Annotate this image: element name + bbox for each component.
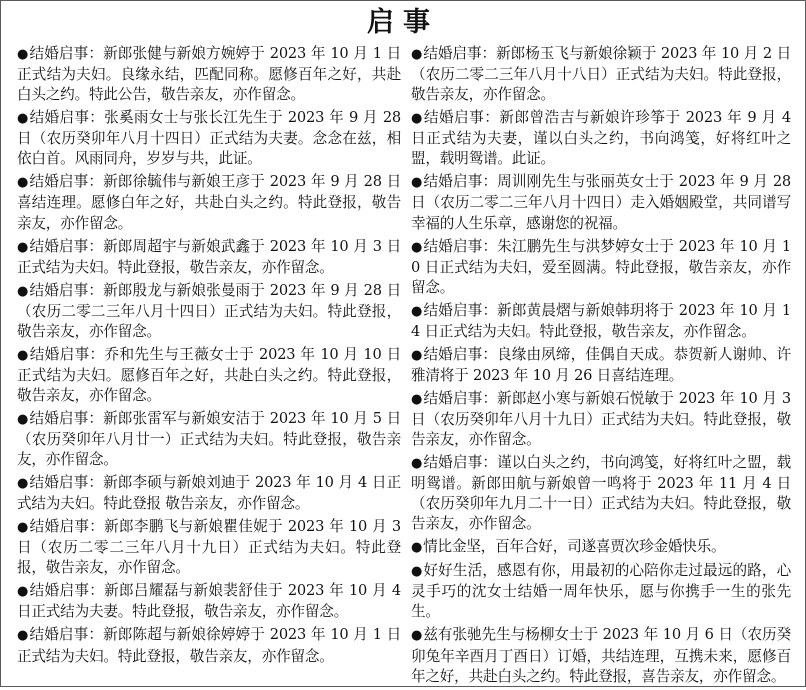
notice-text: 结婚启事：新郎徐毓伟与新娘王彦于 2023 年 9 月 28 日喜结连理。愿修白年之好，共赴白头之约。特此登报，敬告亲友，亦作留念。 xyxy=(17,173,401,232)
notice-text: 结婚启事：新郎张雷军与新娘安洁于 2023 年 10 月 5 日（农历癸卯年八月廿一）正式结为夫妇。特此登报，敬告亲友，亦作留念。 xyxy=(17,409,401,469)
bullet-icon: ● xyxy=(17,175,29,191)
bullet-icon: ● xyxy=(17,411,29,427)
bullet-icon: ● xyxy=(17,283,29,299)
bullet-icon: ● xyxy=(17,347,29,363)
notice-item xyxy=(17,345,401,406)
bullet-icon: ● xyxy=(17,628,29,644)
notice-item xyxy=(411,108,791,169)
notice-text: 结婚启事：新郎周超宇与新娘武鑫于 2023 年 10 月 3 日正式结为夫妇。特此登报，敬告亲友，亦作留念。 xyxy=(17,237,401,276)
notice-item xyxy=(17,625,401,666)
notice-item xyxy=(17,281,401,342)
notice-text: 结婚启事：朱江鹏先生与洪梦婷女士于 2023 年 10 月 10 日正式结为夫妇，爱至圆满。特此登报，敬告亲友，亦作留念。 xyxy=(411,237,791,296)
notice-item xyxy=(411,301,791,342)
notice-text: 结婚启事：新郎赵小寒与新娘石悦敏于 2023 年 10 月 3 日（农历癸卯年八月十九日）正式结为夫妇。特此登报，敬告亲友，亦作留念。 xyxy=(411,389,791,449)
notice-item xyxy=(411,625,791,686)
notice-item xyxy=(17,581,401,622)
page-title: 启事 xyxy=(367,7,439,38)
bullet-icon: ● xyxy=(411,111,423,127)
notice-text: 结婚启事：良缘由夙缔，佳偶自天成。恭贺新人谢帅、许雅清将于 2023 年 10 月 26 日喜结连理。 xyxy=(411,345,791,384)
notice-text: 结婚启事：谨以白头之约，书向鸿笺，好将红叶之盟，载明鸳谱。新郎田航与新娘曾一鸣将于 2023 年 11 月 4 日（农历癸卯年九月二十一日）正式结为夫妇。特此登报，敬告亲友，亦作留念。 xyxy=(411,454,791,533)
notice-item xyxy=(17,517,401,578)
notice-text: 结婚启事：新郎陈超与新娘徐婷婷于 2023 年 10 月 1 日正式结为夫妇。特此登报，敬告亲友，亦作留念。 xyxy=(17,626,401,665)
bullet-icon: ● xyxy=(17,111,29,127)
bullet-icon: ● xyxy=(411,540,423,556)
notice-text: 结婚启事：乔和先生与王薇女士于 2023 年 10 月 10 日正式结为夫妇。愿修百年之好，共赴白头之约。特此登报，敬告亲友，亦作留念。 xyxy=(17,345,401,404)
notice-text: 结婚启事：新郎吕耀磊与新娘裴舒佳于 2023 年 10 月 4 日正式结为夫妻。特此登报，敬告亲友，亦作留念。 xyxy=(17,582,401,621)
bullet-icon: ● xyxy=(411,347,423,363)
notice-text: 结婚启事：新郎曾浩吉与新娘许珍筝于 2023 年 9 月 4 日正式结为夫妻，谨以白头之约，书向鸿笺，好将红叶之盟，载明鸳谱。此证。 xyxy=(411,109,791,168)
notice-item xyxy=(411,389,791,450)
bullet-icon: ● xyxy=(411,456,423,472)
notice-text: 情比金坚，百年合好，司遂喜贾次珍金婚快乐。 xyxy=(423,538,726,556)
notice-item xyxy=(17,172,401,233)
bullet-icon: ● xyxy=(411,628,423,644)
bullet-icon: ● xyxy=(411,303,423,319)
bullet-icon: ● xyxy=(411,47,423,62)
notice-text: 结婚启事：新郎李硕与新娘刘迪于 2023 年 10 月 4 日正式结为夫妇。特此登报 敬告亲友，亦作留念。 xyxy=(17,474,401,513)
bullet-icon: ● xyxy=(411,391,423,407)
notice-item xyxy=(17,473,401,514)
notice-text: 结婚启事：张奚雨女士与张长江先生于 2023 年 9 月 28 日（农历癸卯年八月十四日）正式结为夫妻。念念在兹，相依白首。风雨同舟，岁岁与共，此证。 xyxy=(17,109,401,168)
notice-text: 结婚启事：新郎张健与新娘方婉婷于 2023 年 10 月 1 日正式结为夫妇。良缘永结，匹配同称。愿修百年之好，共赴白头之约。特此公告，敬告亲友，亦作留念。 xyxy=(17,45,401,104)
notice-item xyxy=(17,108,401,169)
bullet-icon: ● xyxy=(411,564,423,580)
notice-item xyxy=(17,44,401,105)
notice-text: 结婚启事：新郎李鹏飞与新娘瞿佳妮于 2023 年 10 月 3 日（农历二零二三年八月十九日）正式结为夫妇。特此登报，敬告亲友，亦作留念。 xyxy=(17,518,401,577)
notice-item xyxy=(411,537,791,558)
notice-text: 结婚启事：新郎杨玉飞与新娘徐颖于 2023 年 10 月 2 日（农历二零二三年八月十八日）正式结为夫妇。特此登报，敬告亲友，亦作留念。 xyxy=(411,45,791,104)
notice-item xyxy=(411,172,791,233)
notice-text: 好好生活，感恩有你，用最初的心陪你走过最远的路，心灵手巧的沈女士结婚一周年快乐，愿与你携手一生的张先生。 xyxy=(411,562,791,621)
notice-text: 结婚启事：新郎殷龙与新娘张曼雨于 2023 年 9 月 28 日（农历二零二三年八月十四日）正式结为夫妇。特此登报，敬告亲友，亦作留念。 xyxy=(17,281,401,340)
bullet-icon: ● xyxy=(17,47,29,62)
notice-item xyxy=(17,237,401,278)
notice-text: 结婚启事：新郎黄晨熠与新娘韩玥将于 2023 年 10 月 14 日正式结为夫妇。特此登报，敬告亲友，亦作留念。 xyxy=(411,301,791,340)
notice-item xyxy=(411,44,791,105)
notice-text: 兹有张驰先生与杨柳女士于 2023 年 10 月 6 日（农历癸卯兔年辛酉月丁酉日）订婚，共结连理，互携未来，愿修百年之好，共赴白头之约。特此登报，喜告亲友，亦作留念。 xyxy=(411,626,791,685)
notice-text: 结婚启事：周训刚先生与张丽英女士于 2023 年 9 月 28 日（农历二零二三年八月十四日）走入婚姻殿堂，共同谱写幸福的人生乐章，感谢您的祝福。 xyxy=(411,173,791,232)
bullet-icon: ● xyxy=(17,520,29,536)
bullet-icon: ● xyxy=(17,584,29,600)
notice-item xyxy=(17,409,401,470)
notice-item xyxy=(411,237,791,298)
bullet-icon: ● xyxy=(411,175,423,191)
bullet-icon: ● xyxy=(17,476,29,492)
right-column xyxy=(411,44,791,690)
notice-item xyxy=(411,453,791,534)
notice-item xyxy=(411,561,791,622)
notice-item xyxy=(411,345,791,386)
bullet-icon: ● xyxy=(17,239,29,255)
left-column xyxy=(17,44,401,670)
bullet-icon: ● xyxy=(411,239,423,255)
